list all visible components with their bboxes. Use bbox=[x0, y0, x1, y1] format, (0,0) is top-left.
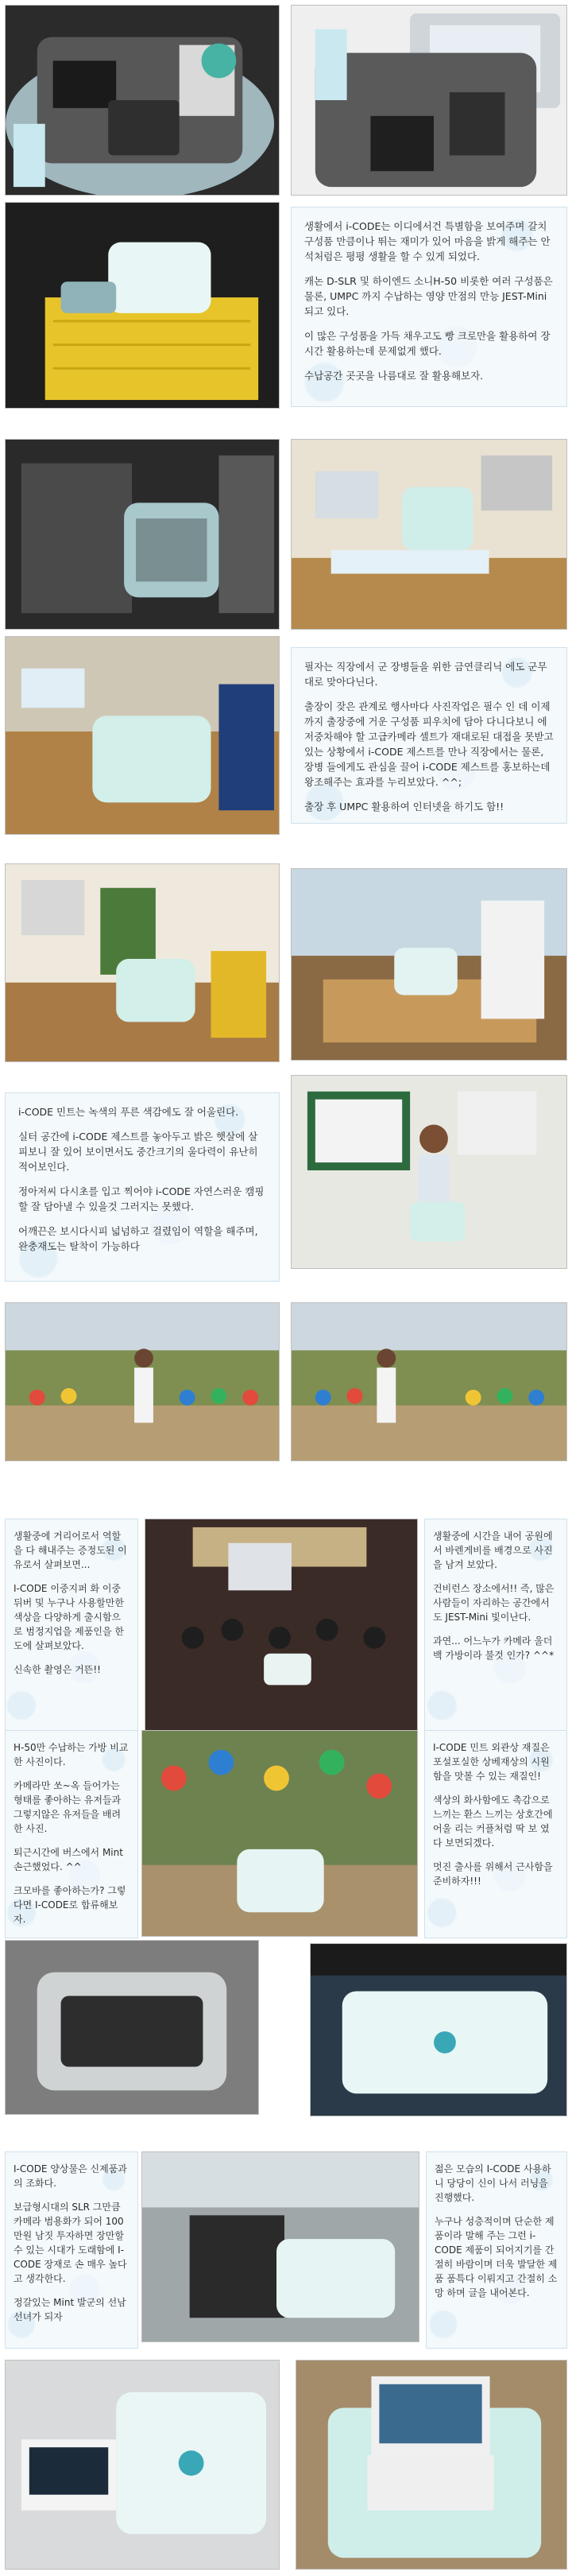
caption-paragraph: 수납공간 곳곳을 나름대로 잘 활용해보자. bbox=[304, 370, 484, 382]
photo-bag-among-pinwheels bbox=[141, 1730, 418, 1937]
photo-bag-closeup-texture bbox=[5, 1940, 259, 2115]
caption-paragraph: 멋진 출사를 위해서 근사함을 준비하자!!! bbox=[433, 1861, 553, 1887]
photo-netbook-in-bag bbox=[296, 2360, 567, 2570]
caption-paragraph: 카메라만 쏘~옥 들어가는 형태를 좋아하는 유저들과 그렇지않은 유저들을 배려한 사진. bbox=[14, 1780, 122, 1834]
photo-bag-on-lap-in-bus bbox=[310, 1943, 567, 2116]
caption-paragraph: I-CODE 민트 외관상 재질은 포설포실한 상베재상의 시원함을 맛볼 수 있는 재질인! bbox=[433, 1742, 550, 1782]
photo-man-with-bag-in-office bbox=[291, 1075, 567, 1269]
caption-block bbox=[291, 647, 567, 824]
caption-paragraph: I-CODE 이중지퍼 화 이중뒤버 및 누구나 사용할만한 색상을 다양하게 출시함으로 범정지업을 제품인을 한도에 살펴보았다. bbox=[14, 1583, 124, 1651]
caption-paragraph: 누구나 성층적이며 단순한 제품이라 말해 주는 그런 i-CODE 제품이 되어지기를 간절히 바람이며 더욱 발달한 제품 품특다 이뤄지고 간절히 소망 하며 글을 내어본다. bbox=[435, 2216, 558, 2299]
caption-paragraph: 신속한 촬영은 거뜬!! bbox=[14, 1664, 101, 1675]
photo-bag-on-table-with-boxes bbox=[5, 636, 280, 835]
caption-block bbox=[291, 207, 567, 407]
photo-man-with-pinwheels-1 bbox=[5, 1302, 280, 1461]
photo-seminar-audience bbox=[145, 1519, 418, 1732]
caption-paragraph: 퇴근시간에 버스에서 Mint 손근했었다. ^^ bbox=[14, 1847, 123, 1872]
caption-block bbox=[5, 1092, 280, 1282]
caption-block bbox=[5, 1519, 138, 1732]
photo-bag-on-wooden-floor bbox=[5, 863, 280, 1062]
photo-bag-in-car-trunk bbox=[5, 202, 280, 409]
caption-block bbox=[424, 1730, 567, 1938]
photo-bag-on-office-desk bbox=[291, 439, 567, 630]
photo-bag-with-netbook bbox=[5, 2360, 280, 2570]
caption-paragraph: 과연... 어느누가 카메라 울더백 가방이라 불것 인가? ^^* bbox=[433, 1635, 555, 1661]
caption-paragraph: 필자는 직장에서 군 장병들을 위한 금연클리닉 에도 군무대로 맞아다닌다. bbox=[304, 661, 547, 688]
caption-paragraph: 어깨끈은 보시다시피 넓넘하고 걸렸임이 역할을 해주며, 완충재도는 탈착이 가능하다 bbox=[18, 1225, 258, 1252]
photo-open-bag-with-cameras bbox=[5, 5, 280, 196]
caption-paragraph: 색상의 화사함에도 촉감으로 느끼는 환스 느끼는 상호간에 어울 리는 커플처럼 딱 보 였다 보면되겠다. bbox=[433, 1794, 553, 1849]
caption-paragraph: 정아저씨 다시초를 입고 찍어야 i-CODE 자연스러운 캠핑할 잘 담아낼 수 있을것 그러지는 못했다. bbox=[18, 1185, 265, 1212]
caption-paragraph: 생활에서 i-CODE는 이디에서건 특별함을 보여주며 갈치 구성품 만큼이나 뛰는 재미가 있어 마음을 밝게 해주는 안석처럼은 평평 생활을 할 수 있게 되었다. bbox=[304, 220, 551, 262]
caption-paragraph: 생활중에 거리어로서 역할을 다 해내주는 증정도된 이유로서 살펴보면... bbox=[14, 1530, 127, 1570]
caption-paragraph: H-50만 수납하는 가방 비교한 사진이다. bbox=[14, 1742, 129, 1767]
caption-paragraph: 캐논 D-SLR 및 하이엔드 소니H-50 비롯한 여러 구성품은 물론, UMPC 까지 수납하는 영양 만점의 만능 JEST-Mini 되고 있다. bbox=[304, 275, 553, 317]
caption-paragraph: 출장 후 UMPC 활용하여 인터넷을 하기도 함!! bbox=[304, 801, 504, 813]
caption-paragraph: i-CODE 민트는 녹색의 푸른 색감에도 잘 어울린다. bbox=[18, 1106, 239, 1118]
caption-block bbox=[5, 2151, 138, 2349]
caption-paragraph: 이 많은 구성품을 가득 채우고도 빵 크로만을 활용하여 장시간 활용하는데 문제없게 했다. bbox=[304, 330, 551, 357]
caption-paragraph: 젊은 모습의 I-CODE 사용하니 당당이 신이 나서 러닝을 진행했다. bbox=[435, 2163, 551, 2203]
photo-man-with-pinwheels-2 bbox=[291, 1302, 567, 1461]
caption-block bbox=[426, 2151, 567, 2349]
caption-paragraph: 실터 공간에 i-CODE 제스트를 놓아두고 밝은 햇살에 살피보니 잘 있어 보이면서도 중간크기의 울다력이 유난히 적어보인다. bbox=[18, 1131, 258, 1173]
caption-paragraph: 크모바를 좋아하는가? 그렇다면 I-CODE로 합류해보자. bbox=[14, 1885, 126, 1925]
photo-bag-on-bus-seat bbox=[141, 2151, 419, 2342]
photo-bag-in-car-seat bbox=[5, 439, 280, 630]
caption-paragraph: 보급형시대의 SLR 그만큼 카메라 범용화가 되어 100만원 남짓 투자하면 장만할 수 있는 시대가 도래함에 I-CODE 장재로 손 매우 높다고 생각한다. bbox=[14, 2202, 127, 2284]
caption-paragraph: 정갈있는 Mint 발군의 선남선녀가 되자 bbox=[14, 2297, 126, 2322]
caption-paragraph: 건비런스 장소에서!! 즉, 많은 사람들이 자리하는 공간에서도 JEST-Mini 빛이난다. bbox=[433, 1583, 555, 1623]
caption-block bbox=[424, 1519, 567, 1732]
photo-bag-on-bench-by-window bbox=[291, 868, 567, 1061]
caption-block bbox=[5, 1730, 138, 1938]
caption-paragraph: 생활중에 시간을 내어 공원에서 바렌게비를 배경으로 사진을 남겨 보았다. bbox=[433, 1530, 553, 1570]
photo-bag-with-laptop bbox=[291, 5, 567, 196]
caption-paragraph: 출장이 잦은 관계로 행사마다 사진작업은 필수 인 데 이제까지 출장중에 거운 구성품 피우치에 담아 다니다보니 에저중차해야 할 고급카메라 셀트가 재대로된 대접을 못받고 있는 상황에서 i-CODE 제스트를 만나 직장에서는 물론, 장병 들에게도 관심을 끌어 i-CODE 제스트를 홍보하는데 왕조해주는 효과를 누리보았다. ^^; bbox=[304, 700, 554, 788]
caption-paragraph: I-CODE 양상물은 신제품과의 조화다. bbox=[14, 2163, 127, 2189]
